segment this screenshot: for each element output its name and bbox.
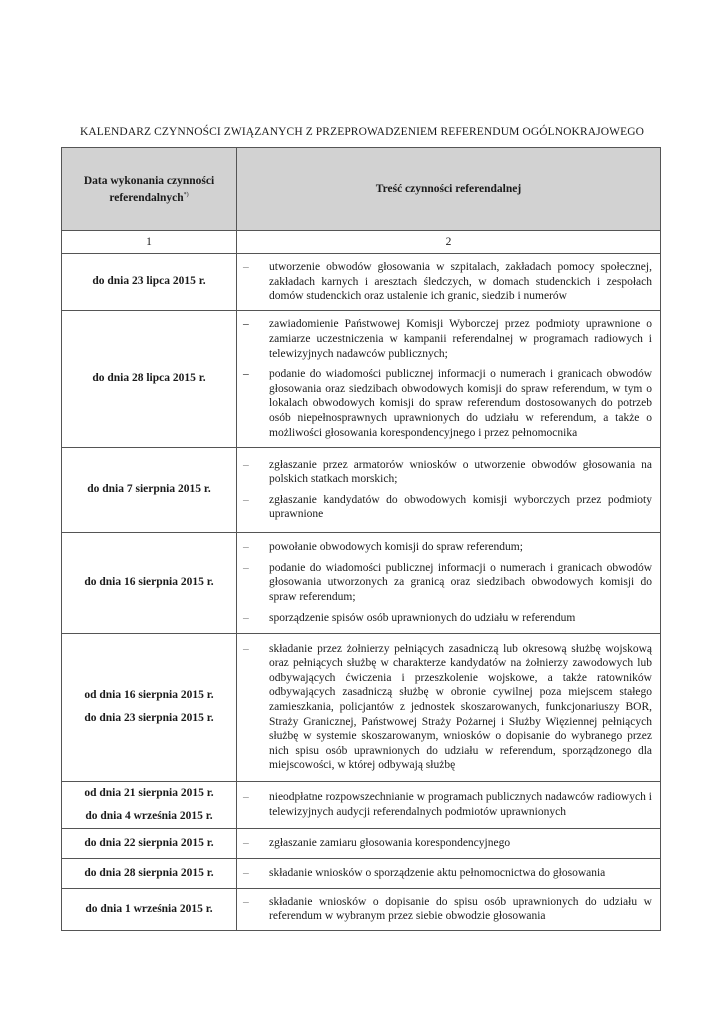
dash-bullet: – xyxy=(243,261,249,273)
activity-item xyxy=(241,458,652,487)
table-row xyxy=(62,858,661,888)
activity-text: składanie przez żołnierzy pełniących zasadniczą lub okresową służbę wojskową oraz pełniących służbę w charakterze kandydatów na żołnierzy zawodowych lub odbywających ćwiczenia i przeszkolenie wojskowe, a także ratowników odbywających zasadniczą służbę w obronie cywilnej poza miejscem stałego zamieszkania, policjantów z jednostek skoszarowanych, funkcjonariuszy BOR, Straży Granicznej, Państwowej Straży Pożarnej i Służby Więziennej pełniących służbę w systemie skoszarowanym, wniosków o dopisanie do wybranego przez nich spisu osób uprawnionych do udziału w referendum, sporządzonego dla miejscowości, w której odbywają służbę xyxy=(269,642,652,772)
date-text: od dnia 21 sierpnia 2015 r. xyxy=(84,786,214,799)
date-text: do dnia 16 sierpnia 2015 r. xyxy=(84,576,214,589)
date-text: do dnia 22 sierpnia 2015 r. xyxy=(84,836,214,849)
date-text: do dnia 28 lipca 2015 r. xyxy=(92,372,206,385)
row-content-cell xyxy=(237,828,661,858)
row-date-cell xyxy=(62,888,237,930)
row-content-cell xyxy=(237,532,661,633)
table-row xyxy=(62,828,661,858)
header-content-column: Treść czynności referendalnej xyxy=(237,148,661,231)
header-date-label: Data wykonania czynności referendalnych xyxy=(83,174,215,204)
dash-bullet: – xyxy=(243,493,249,506)
table-row xyxy=(62,310,661,447)
table-row xyxy=(62,532,661,633)
date-text: do dnia 4 września 2015 r. xyxy=(85,809,213,822)
row-date-cell xyxy=(62,858,237,888)
activity-text: składanie wniosków o dopisanie do spisu osób uprawnionych do udziału w referendum w wybranym przez siebie obwodzie głosowania xyxy=(269,895,652,923)
activity-item xyxy=(241,367,652,440)
activity-text: utworzenie obwodów głosowania w szpitalach, zakładach pomocy społecznej, zakładach karnych i aresztach śledczych, w domach studenckich i zespołach domów studenckich oraz ustalenie ich granic, siedzib i numerów xyxy=(269,261,652,303)
row-date-cell xyxy=(62,447,237,532)
activity-item xyxy=(241,611,652,626)
row-date-cell xyxy=(62,310,237,447)
date-text: od dnia 16 sierpnia 2015 r. xyxy=(84,689,214,702)
activity-text: podanie do wiadomości publicznej informacji o numerach i granicach obwodów głosowania utworzonych za granicą oraz siedzibach obwodowych komisji do spraw referendum; xyxy=(269,561,652,604)
row-content-cell xyxy=(237,888,661,930)
footnote-marker: *) xyxy=(183,191,189,198)
activity-text: sporządzenie spisów osób uprawnionych do udziału w referendum xyxy=(269,611,576,624)
dash-bullet: – xyxy=(243,458,249,471)
table-header-row xyxy=(62,148,661,231)
activity-item xyxy=(241,561,652,605)
row-content-cell xyxy=(237,254,661,311)
activity-text: podanie do wiadomości publicznej informacji o numerach i granicach obwodów głosowania oraz siedzibach obwodowych komisji do spraw referendum, w tym o lokalach obwodowych komisji do spraw referendum dostosowanych do potrzeb osób niepełnosprawnych uprawnionych do udziału w referendum, a także o możliwości głosowania korespondencyjnego i przez pełnomocnika xyxy=(269,368,652,439)
activity-text: zgłaszanie zamiaru głosowania korespondencyjnego xyxy=(269,836,511,849)
table-row xyxy=(62,633,661,781)
activity-text: zgłaszanie kandydatów do obwodowych komisji wyborczych przez podmioty uprawnione xyxy=(269,493,652,521)
column-number: 2 xyxy=(237,231,661,254)
activity-item xyxy=(241,317,652,361)
activity-item xyxy=(241,836,652,851)
row-content-cell xyxy=(237,781,661,828)
activity-item xyxy=(241,493,652,522)
row-content-cell xyxy=(237,447,661,532)
activity-item xyxy=(241,895,652,924)
dash-bullet: – xyxy=(243,611,249,624)
activity-item xyxy=(241,642,652,773)
activity-item xyxy=(241,790,652,819)
activity-text: nieodpłatne rozpowszechnianie w programach publicznych nadawców radiowych i telewizyjnych audycji referendalnych podmiotów uprawnionych xyxy=(269,791,652,818)
row-content-cell xyxy=(237,633,661,781)
row-date-cell xyxy=(62,633,237,781)
document-title: KALENDARZ CZYNNOŚCI ZWIĄZANYCH Z PRZEPROWADZENIEM REFERENDUM OGÓLNOKRAJOWEGO xyxy=(79,126,645,138)
table-row xyxy=(62,254,661,311)
dash-bullet: – xyxy=(243,866,249,879)
dash-bullet: – xyxy=(243,642,249,655)
dash-bullet: – xyxy=(243,561,249,574)
column-number: 1 xyxy=(62,231,237,254)
dash-bullet: – xyxy=(243,541,249,554)
date-text: do dnia 23 lipca 2015 r. xyxy=(92,275,206,288)
row-date-cell xyxy=(62,532,237,633)
table-row xyxy=(62,781,661,828)
row-date-cell xyxy=(62,254,237,311)
date-text: do dnia 7 sierpnia 2015 r. xyxy=(87,483,211,496)
activity-text: zgłaszanie przez armatorów wniosków o utworzenie obwodów głosowania na polskich statkach morskich; xyxy=(269,458,652,486)
header-date-column xyxy=(62,148,237,231)
dash-bullet: – xyxy=(243,895,249,908)
table-row xyxy=(62,447,661,532)
row-content-cell xyxy=(237,310,661,447)
activity-text: zawiadomienie Państwowej Komisji Wyborczej przez podmioty uprawnione o zamiarze uczestniczenia w kampanii referendalnej w programach radiowych i telewizyjnych nadawców publicznych; xyxy=(269,318,652,360)
table-row xyxy=(62,888,661,930)
date-text: do dnia 1 września 2015 r. xyxy=(85,902,213,915)
referendum-calendar-table xyxy=(61,147,661,931)
date-text: do dnia 28 sierpnia 2015 r. xyxy=(84,866,214,879)
dash-bullet: – xyxy=(243,836,249,849)
date-text: do dnia 23 sierpnia 2015 r. xyxy=(84,712,214,725)
row-content-cell xyxy=(237,858,661,888)
activity-item xyxy=(241,540,652,555)
row-date-cell xyxy=(62,781,237,828)
activity-text: składanie wniosków o sporządzenie aktu pełnomocnictwa do głosowania xyxy=(269,866,606,879)
activity-item xyxy=(241,260,652,304)
activity-text: powołanie obwodowych komisji do spraw referendum; xyxy=(269,541,523,554)
dash-bullet: – xyxy=(243,318,249,331)
row-date-cell xyxy=(62,828,237,858)
dash-bullet: – xyxy=(243,368,249,381)
column-number-row xyxy=(62,231,661,254)
activity-item xyxy=(241,866,652,881)
dash-bullet: – xyxy=(243,791,249,804)
